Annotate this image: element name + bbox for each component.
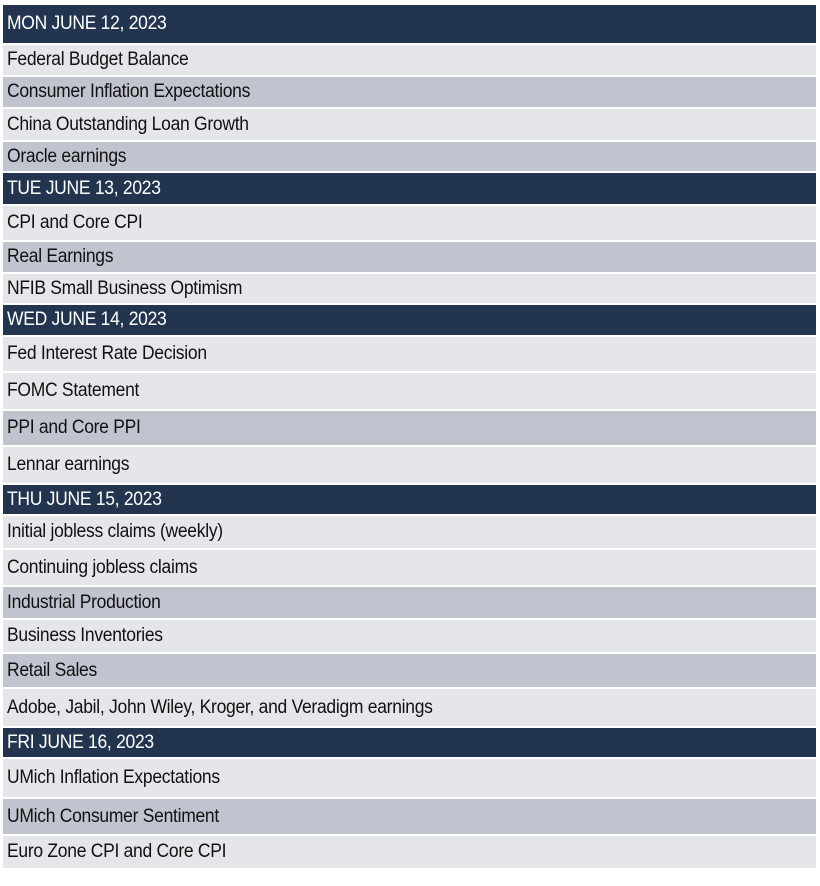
event-label: Oracle earnings bbox=[7, 145, 127, 167]
event-label: NFIB Small Business Optimism bbox=[7, 277, 243, 299]
event-label: Initial jobless claims (weekly) bbox=[7, 521, 223, 542]
event-row bbox=[3, 242, 816, 274]
day-header-label: MON JUNE 12, 2023 bbox=[7, 13, 167, 34]
event-label: Industrial Production bbox=[7, 591, 161, 613]
event-label: UMich Consumer Sentiment bbox=[7, 805, 219, 827]
event-label: Lennar earnings bbox=[7, 454, 130, 475]
event-label: Real Earnings bbox=[7, 246, 114, 267]
event-row bbox=[3, 836, 816, 870]
event-label: UMich Inflation Expectations bbox=[7, 767, 220, 788]
day-header-label: THU JUNE 15, 2023 bbox=[7, 488, 162, 510]
event-label: Fed Interest Rate Decision bbox=[7, 343, 207, 364]
day-header-label: TUE JUNE 13, 2023 bbox=[7, 177, 161, 199]
event-row bbox=[3, 142, 816, 173]
event-row bbox=[3, 654, 816, 689]
event-row bbox=[3, 411, 816, 447]
event-label: Retail Sales bbox=[7, 659, 97, 681]
event-row bbox=[3, 77, 816, 109]
event-label: Consumer Inflation Expectations bbox=[7, 81, 251, 102]
day-header-fri bbox=[3, 728, 816, 759]
event-row bbox=[3, 109, 816, 142]
event-label: CPI and Core CPI bbox=[7, 212, 143, 233]
event-row bbox=[3, 45, 816, 77]
event-label: Federal Budget Balance bbox=[7, 49, 189, 70]
day-header-thu bbox=[3, 485, 816, 516]
day-header-mon bbox=[3, 5, 816, 45]
event-label: Business Inventories bbox=[7, 625, 163, 646]
event-row bbox=[3, 373, 816, 411]
event-label: China Outstanding Loan Growth bbox=[7, 113, 249, 135]
day-header-tue bbox=[3, 173, 816, 206]
event-row bbox=[3, 620, 816, 654]
event-row bbox=[3, 689, 816, 728]
event-label: Continuing jobless claims bbox=[7, 556, 198, 578]
event-row bbox=[3, 759, 816, 799]
day-header-label: WED JUNE 14, 2023 bbox=[7, 309, 167, 330]
event-row bbox=[3, 274, 816, 305]
economic-calendar bbox=[3, 5, 816, 870]
event-label: FOMC Statement bbox=[7, 380, 140, 401]
day-header-wed bbox=[3, 305, 816, 337]
event-row bbox=[3, 587, 816, 620]
event-row bbox=[3, 337, 816, 373]
event-label: Euro Zone CPI and Core CPI bbox=[7, 841, 227, 862]
event-row bbox=[3, 206, 816, 242]
event-row bbox=[3, 516, 816, 550]
event-label: PPI and Core PPI bbox=[7, 417, 141, 438]
event-row bbox=[3, 799, 816, 836]
day-header-label: FRI JUNE 16, 2023 bbox=[7, 731, 154, 753]
event-row bbox=[3, 550, 816, 587]
event-label: Adobe, Jabil, John Wiley, Kroger, and Veradigm earnings bbox=[7, 696, 433, 718]
event-row bbox=[3, 447, 816, 485]
